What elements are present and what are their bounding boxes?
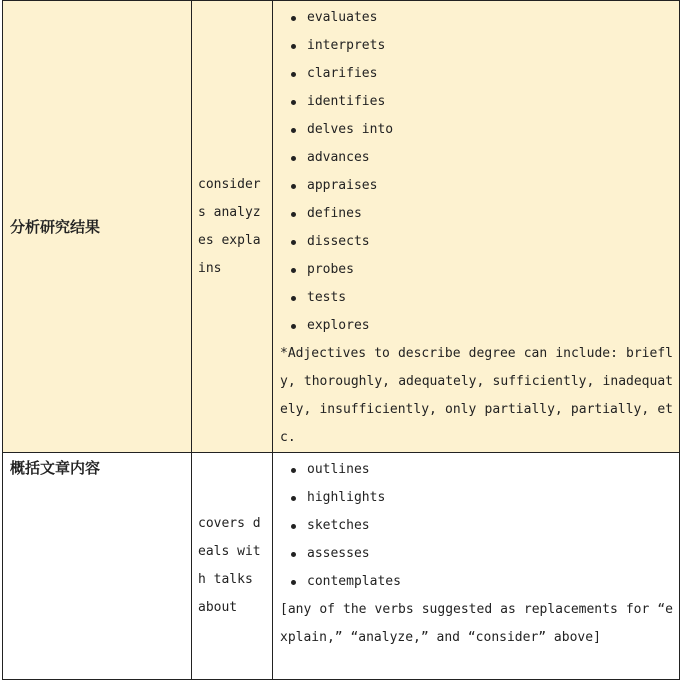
list-item: highlights [307,484,679,512]
verb-table [2,0,680,680]
verbs-cell [192,453,273,680]
list-item: advances [307,144,679,172]
row-label: 概括文章内容 [10,459,101,477]
note-text: [any of the verbs suggested as replacements for “explain,” “analyze,” and “consider” above] [280,602,673,645]
list-item: probes [307,256,679,284]
table-row [3,1,680,453]
alternatives-list [273,4,679,340]
verbs-cell [192,1,273,453]
alternatives-list [273,456,679,596]
list-item: assesses [307,540,679,568]
verbs-text: covers deals with talks about [198,516,261,615]
list-item: tests [307,284,679,312]
list-item: sketches [307,512,679,540]
list-item: interprets [307,32,679,60]
list-item: outlines [307,456,679,484]
list-item: contemplates [307,568,679,596]
list-item: dissects [307,228,679,256]
row-label: 分析研究结果 [10,218,101,236]
list-item: explores [307,312,679,340]
list-item: appraises [307,172,679,200]
note-text: *Adjectives to describe degree can include: briefly, thoroughly, adequately, sufficiently, inadequately, insufficiently, only partially, partially, etc. [280,346,673,445]
list-item: identifies [307,88,679,116]
list-item: clarifies [307,60,679,88]
verbs-text: considers analyzes explains [198,176,261,276]
row-label-cell [3,453,192,680]
list-item: evaluates [307,4,679,32]
row-label-cell [3,1,192,453]
alternatives-cell [273,1,680,453]
list-item: delves into [307,116,679,144]
table-row [3,453,680,680]
alternatives-cell [273,453,680,680]
list-item: defines [307,200,679,228]
